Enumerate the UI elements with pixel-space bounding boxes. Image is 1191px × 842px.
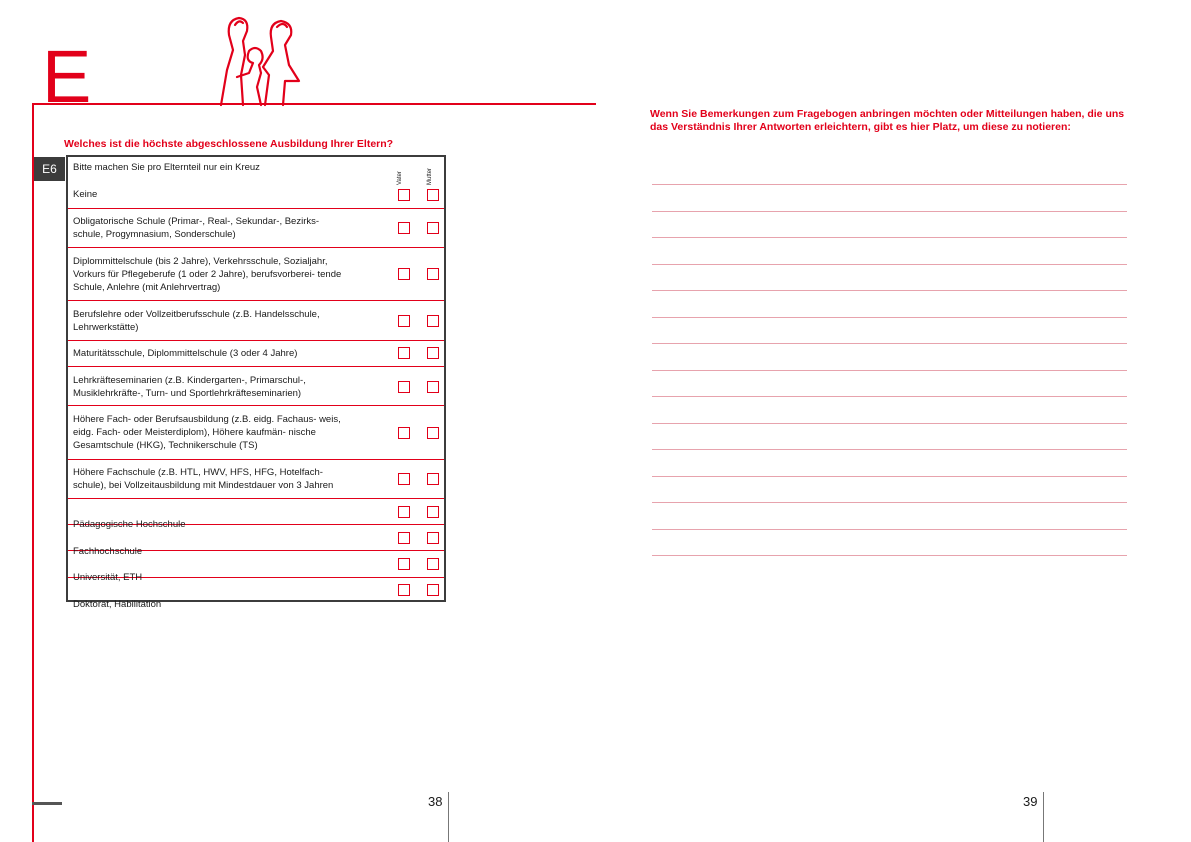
question-code-badge: E6 xyxy=(34,157,65,181)
row-separator xyxy=(68,459,444,460)
checkbox-mutter[interactable] xyxy=(427,558,439,570)
writing-line[interactable] xyxy=(652,264,1127,265)
writing-line[interactable] xyxy=(652,396,1127,397)
checkbox-mutter[interactable] xyxy=(427,584,439,596)
checkbox-vater[interactable] xyxy=(398,222,410,234)
option-label: Obligatorische Schule (Primar-, Real-, Sekundar-, Bezirks- schule, Progymnasium, Sonderschule) xyxy=(73,216,320,240)
row-separator xyxy=(68,498,444,499)
checkbox-mutter[interactable] xyxy=(427,347,439,359)
remarks-instruction: Wenn Sie Bemerkungen zum Fragebogen anbringen möchten oder Mitteilungen haben, die uns das Verständnis Ihrer Antworten erleichtern, gibt es hier Platz, um diese zu notieren: xyxy=(650,108,1125,133)
checkbox-vater[interactable] xyxy=(398,381,410,393)
column-header-vater: Vater xyxy=(397,171,403,185)
option-label: Lehrkräfteseminarien (z.B. Kindergarten-, Primarschul-, Musiklehrkräfte-, Turn- und Sportlehrkräfteseminarien) xyxy=(73,375,306,399)
page-divider-left xyxy=(448,792,449,842)
family-logo-icon xyxy=(215,15,303,107)
header-rule xyxy=(32,103,596,105)
writing-line[interactable] xyxy=(652,184,1127,185)
checkbox-vater[interactable] xyxy=(398,532,410,544)
writing-line[interactable] xyxy=(652,502,1127,503)
checkbox-mutter[interactable] xyxy=(427,506,439,518)
checkbox-vater[interactable] xyxy=(398,189,410,201)
row-separator xyxy=(68,300,444,301)
option-label: Höhere Fachschule (z.B. HTL, HWV, HFS, HFG, Hotelfach- schule), bei Vollzeitausbildung mit Mindestdauer von 3 Jahren xyxy=(73,467,334,491)
checkbox-mutter[interactable] xyxy=(427,268,439,280)
checkbox-mutter[interactable] xyxy=(427,381,439,393)
checkbox-vater[interactable] xyxy=(398,473,410,485)
writing-line[interactable] xyxy=(652,343,1127,344)
checkbox-vater[interactable] xyxy=(398,558,410,570)
checkbox-mutter[interactable] xyxy=(427,315,439,327)
row-separator xyxy=(68,405,444,406)
checkbox-vater[interactable] xyxy=(398,506,410,518)
row-separator xyxy=(68,340,444,341)
option-label: Pädagogische Hochschule xyxy=(73,519,186,530)
section-letter: E xyxy=(42,35,92,118)
page-number-left: 38 xyxy=(428,794,443,809)
checkbox-vater[interactable] xyxy=(398,584,410,596)
checkbox-vater[interactable] xyxy=(398,347,410,359)
checkbox-mutter[interactable] xyxy=(427,427,439,439)
writing-line[interactable] xyxy=(652,529,1127,530)
question-text: Welches ist die höchste abgeschlossene Ausbildung Ihrer Eltern? xyxy=(64,138,394,150)
checkbox-vater[interactable] xyxy=(398,268,410,280)
writing-line[interactable] xyxy=(652,476,1127,477)
checkbox-mutter[interactable] xyxy=(427,532,439,544)
writing-line[interactable] xyxy=(652,555,1127,556)
option-label: Diplommittelschule (bis 2 Jahre), Verkehrsschule, Sozialjahr, Vorkurs für Pflegeberufe (1 oder 2 Jahre), berufsvorberei- tende Schule, Anlehre (mit Anlehrvertrag) xyxy=(73,256,342,293)
writing-line[interactable] xyxy=(652,370,1127,371)
option-label: Universität, ETH xyxy=(73,572,143,583)
writing-line[interactable] xyxy=(652,290,1127,291)
writing-line[interactable] xyxy=(652,449,1127,450)
page-divider-right xyxy=(1043,792,1044,842)
checkbox-mutter[interactable] xyxy=(427,189,439,201)
row-separator xyxy=(68,208,444,209)
checkbox-vater[interactable] xyxy=(398,427,410,439)
footer-mark xyxy=(32,802,62,805)
checkbox-mutter[interactable] xyxy=(427,222,439,234)
checkbox-vater[interactable] xyxy=(398,315,410,327)
page-number-right: 39 xyxy=(1023,794,1038,809)
row-separator xyxy=(68,247,444,248)
option-label: Doktorat, Habilitation xyxy=(73,599,162,610)
left-margin-line xyxy=(32,103,34,842)
writing-line[interactable] xyxy=(652,423,1127,424)
row-separator xyxy=(68,366,444,367)
option-label: Fachhochschule xyxy=(73,546,143,557)
option-label: Berufslehre oder Vollzeitberufsschule (z.B. Handelsschule, Lehrwerkstätte) xyxy=(73,309,320,333)
writing-line[interactable] xyxy=(652,237,1127,238)
column-header-mutter: Mutter xyxy=(427,167,433,185)
option-label: Höhere Fach- oder Berufsausbildung (z.B. eidg. Fachaus- weis, eidg. Fach- oder Meisterdiplom), Höhere kaufmän- nische Gesamtschule (HKG), Technikerschule (TS) xyxy=(73,414,341,451)
checkbox-mutter[interactable] xyxy=(427,473,439,485)
writing-line[interactable] xyxy=(652,317,1127,318)
writing-line[interactable] xyxy=(652,211,1127,212)
instruction-text: Bitte machen Sie pro Elternteil nur ein Kreuz xyxy=(73,162,260,173)
option-label: Maturitätsschule, Diplommittelschule (3 oder 4 Jahre) xyxy=(73,348,298,359)
option-label: Keine xyxy=(73,189,98,200)
